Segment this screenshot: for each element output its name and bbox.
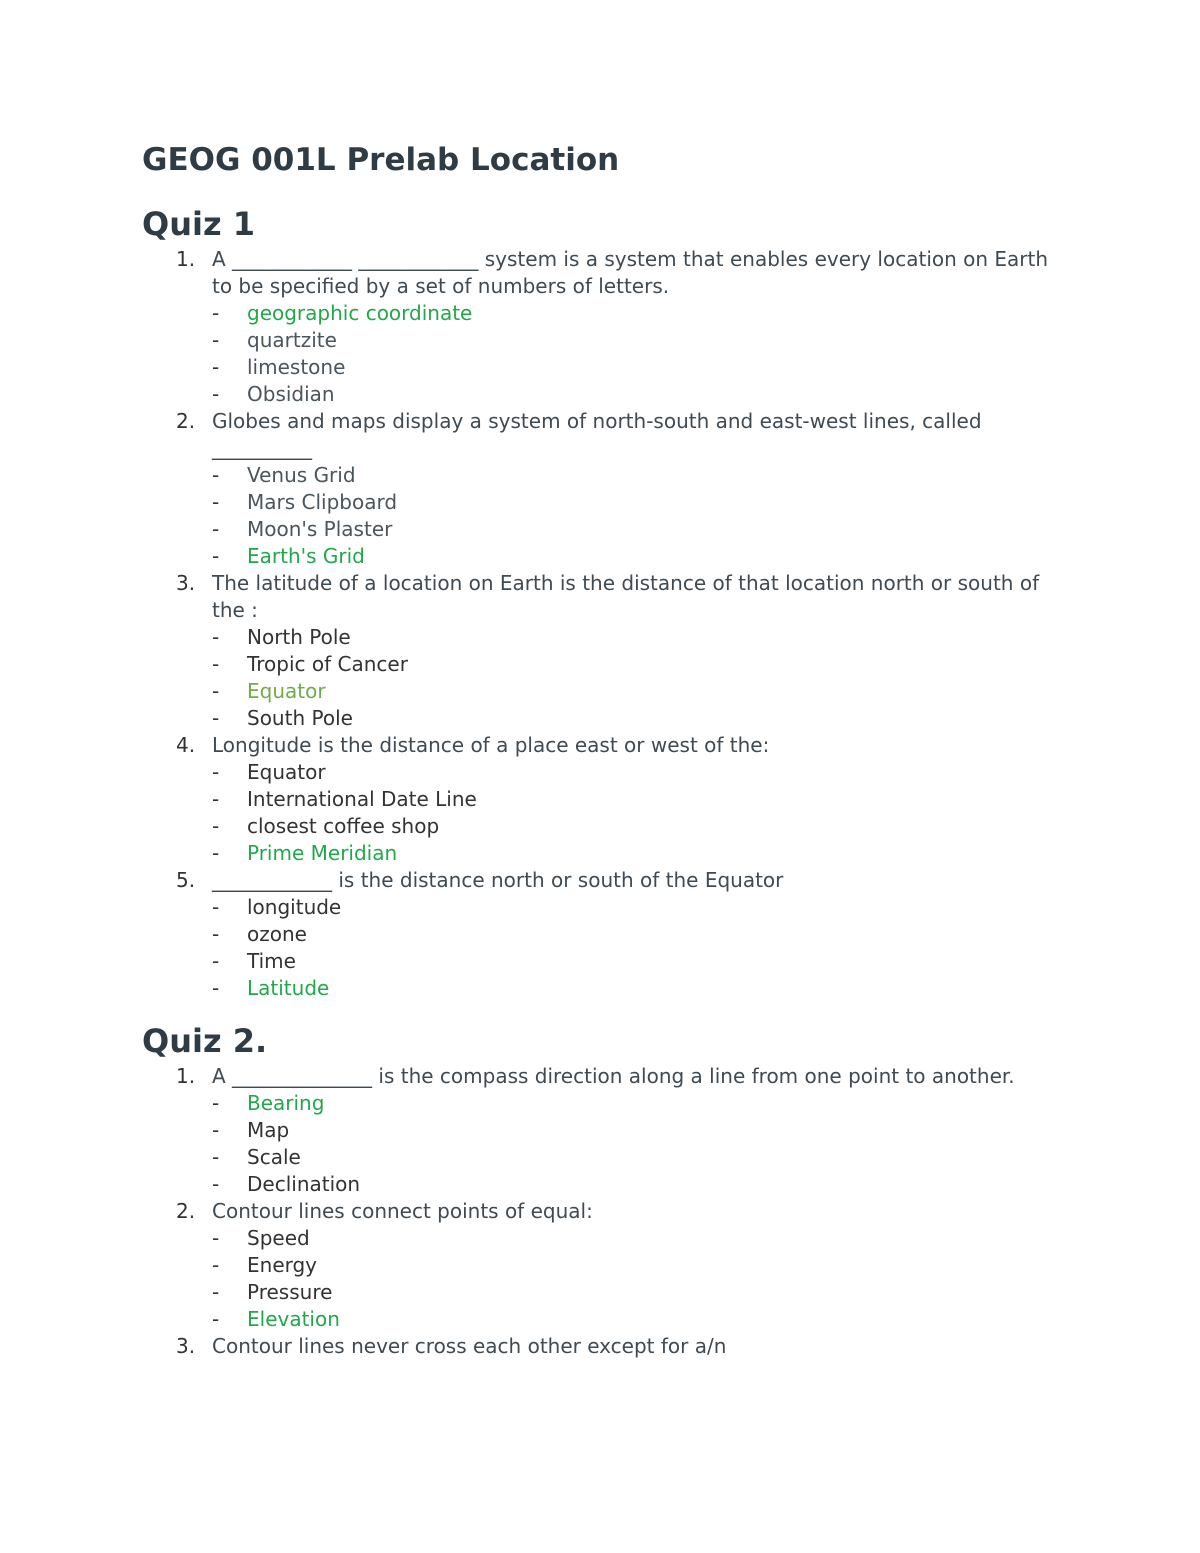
question-text: A ____________ ____________ system is a system that enables every location on Earth to be specified by a set of numbers of letters. [212,247,1049,298]
answer-option [212,921,1062,948]
answer-option-correct [212,1090,1062,1117]
answer-option [212,705,1062,732]
question-number: 1. [176,247,196,271]
option-label: Prime Meridian [247,841,398,865]
dash-bullet: - [212,1091,220,1115]
answer-option [212,786,1062,813]
dash-bullet: - [212,490,220,514]
answer-option [212,354,1062,381]
option-label: Venus Grid [247,463,356,487]
answer-option-correct [212,300,1062,327]
question-text: ____________ is the distance north or south of the Equator [212,868,784,892]
answer-option-correct [212,543,1062,570]
answer-option-correct [212,840,1062,867]
question-number: 1. [176,1064,196,1088]
answer-option-correct [212,975,1062,1002]
answer-options [212,624,1062,732]
option-label: longitude [247,895,342,919]
dash-bullet: - [212,760,220,784]
answer-options [212,759,1062,867]
question-number: 4. [176,733,196,757]
quiz-1-question-list [142,246,1062,1002]
option-label: Map [247,1118,290,1142]
option-label: quartzite [247,328,337,352]
option-label: Obsidian [247,382,335,406]
option-label: North Pole [247,625,351,649]
option-label: Bearing [247,1091,325,1115]
answer-options [212,894,1062,1002]
document-page [142,138,1062,1360]
option-label: South Pole [247,706,353,730]
option-label: Scale [247,1145,301,1169]
question-text: Longitude is the distance of a place east or west of the: [212,733,770,757]
quiz-2-question-2 [142,1198,1062,1333]
option-label: Earth's Grid [247,544,365,568]
dash-bullet: - [212,841,220,865]
answer-option [212,1117,1062,1144]
answer-options [212,462,1062,570]
option-label: Elevation [247,1307,340,1331]
dash-bullet: - [212,1280,220,1304]
question-text: The latitude of a location on Earth is the distance of that location north or south of the : [212,571,1040,622]
question-number: 2. [176,409,196,433]
quiz-1-question-1 [142,246,1062,408]
dash-bullet: - [212,328,220,352]
answer-option [212,327,1062,354]
option-label: International Date Line [247,787,477,811]
question-text: Contour lines connect points of equal: [212,1199,593,1223]
answer-option [212,516,1062,543]
option-label: Energy [247,1253,318,1277]
answer-options [212,1225,1062,1333]
option-label: Pressure [247,1280,333,1304]
quiz-1-heading: Quiz 1 [142,205,255,243]
option-label: Time [247,949,296,973]
quiz-1-question-3 [142,570,1062,732]
dash-bullet: - [212,787,220,811]
option-label: geographic coordinate [247,301,473,325]
dash-bullet: - [212,1145,220,1169]
dash-bullet: - [212,1307,220,1331]
dash-bullet: - [212,1118,220,1142]
answer-option [212,381,1062,408]
dash-bullet: - [212,922,220,946]
question-number: 5. [176,868,196,892]
dash-bullet: - [212,814,220,838]
quiz-2-section [142,1019,1062,1360]
answer-option [212,1252,1062,1279]
quiz-1-question-2 [142,408,1062,570]
quiz-2-question-3 [142,1333,1062,1360]
option-label: Mars Clipboard [247,490,398,514]
answer-option [212,624,1062,651]
option-label: Declination [247,1172,361,1196]
answer-options [212,1090,1062,1198]
answer-option-correct [212,678,1062,705]
quiz-1-question-4 [142,732,1062,867]
dash-bullet: - [212,301,220,325]
answer-option [212,1225,1062,1252]
dash-bullet: - [212,976,220,1000]
dash-bullet: - [212,895,220,919]
option-label: closest coffee shop [247,814,440,838]
dash-bullet: - [212,625,220,649]
question-number: 3. [176,571,196,595]
document-title: GEOG 001L Prelab Location [142,142,620,178]
dash-bullet: - [212,517,220,541]
answer-option [212,1144,1062,1171]
answer-option [212,813,1062,840]
answer-options [212,300,1062,408]
answer-option [212,462,1062,489]
option-label: Moon's Plaster [247,517,393,541]
option-label: Equator [247,760,326,784]
answer-option [212,1171,1062,1198]
answer-option [212,894,1062,921]
dash-bullet: - [212,679,220,703]
question-text: A ______________ is the compass direction along a line from one point to another. [212,1064,1015,1088]
option-label: Equator [247,679,326,703]
option-label: ozone [247,922,307,946]
quiz-1-question-5 [142,867,1062,1002]
answer-option [212,1279,1062,1306]
option-label: Latitude [247,976,330,1000]
dash-bullet: - [212,463,220,487]
dash-bullet: - [212,1226,220,1250]
dash-bullet: - [212,355,220,379]
question-number: 3. [176,1334,196,1358]
dash-bullet: - [212,544,220,568]
dash-bullet: - [212,652,220,676]
answer-option [212,948,1062,975]
dash-bullet: - [212,706,220,730]
quiz-2-heading: Quiz 2. [142,1022,268,1060]
dash-bullet: - [212,949,220,973]
answer-option-correct [212,1306,1062,1333]
answer-option [212,489,1062,516]
dash-bullet: - [212,1172,220,1196]
question-text: Contour lines never cross each other except for a/n [212,1334,727,1358]
question-number: 2. [176,1199,196,1223]
dash-bullet: - [212,382,220,406]
answer-option [212,651,1062,678]
option-label: Tropic of Cancer [247,652,408,676]
question-text: Globes and maps display a system of north-south and east-west lines, called __________ [212,409,982,460]
answer-option [212,759,1062,786]
dash-bullet: - [212,1253,220,1277]
quiz-1-section [142,202,1062,1002]
quiz-2-question-1 [142,1063,1062,1198]
option-label: limestone [247,355,346,379]
quiz-2-question-list [142,1063,1062,1360]
option-label: Speed [247,1226,310,1250]
